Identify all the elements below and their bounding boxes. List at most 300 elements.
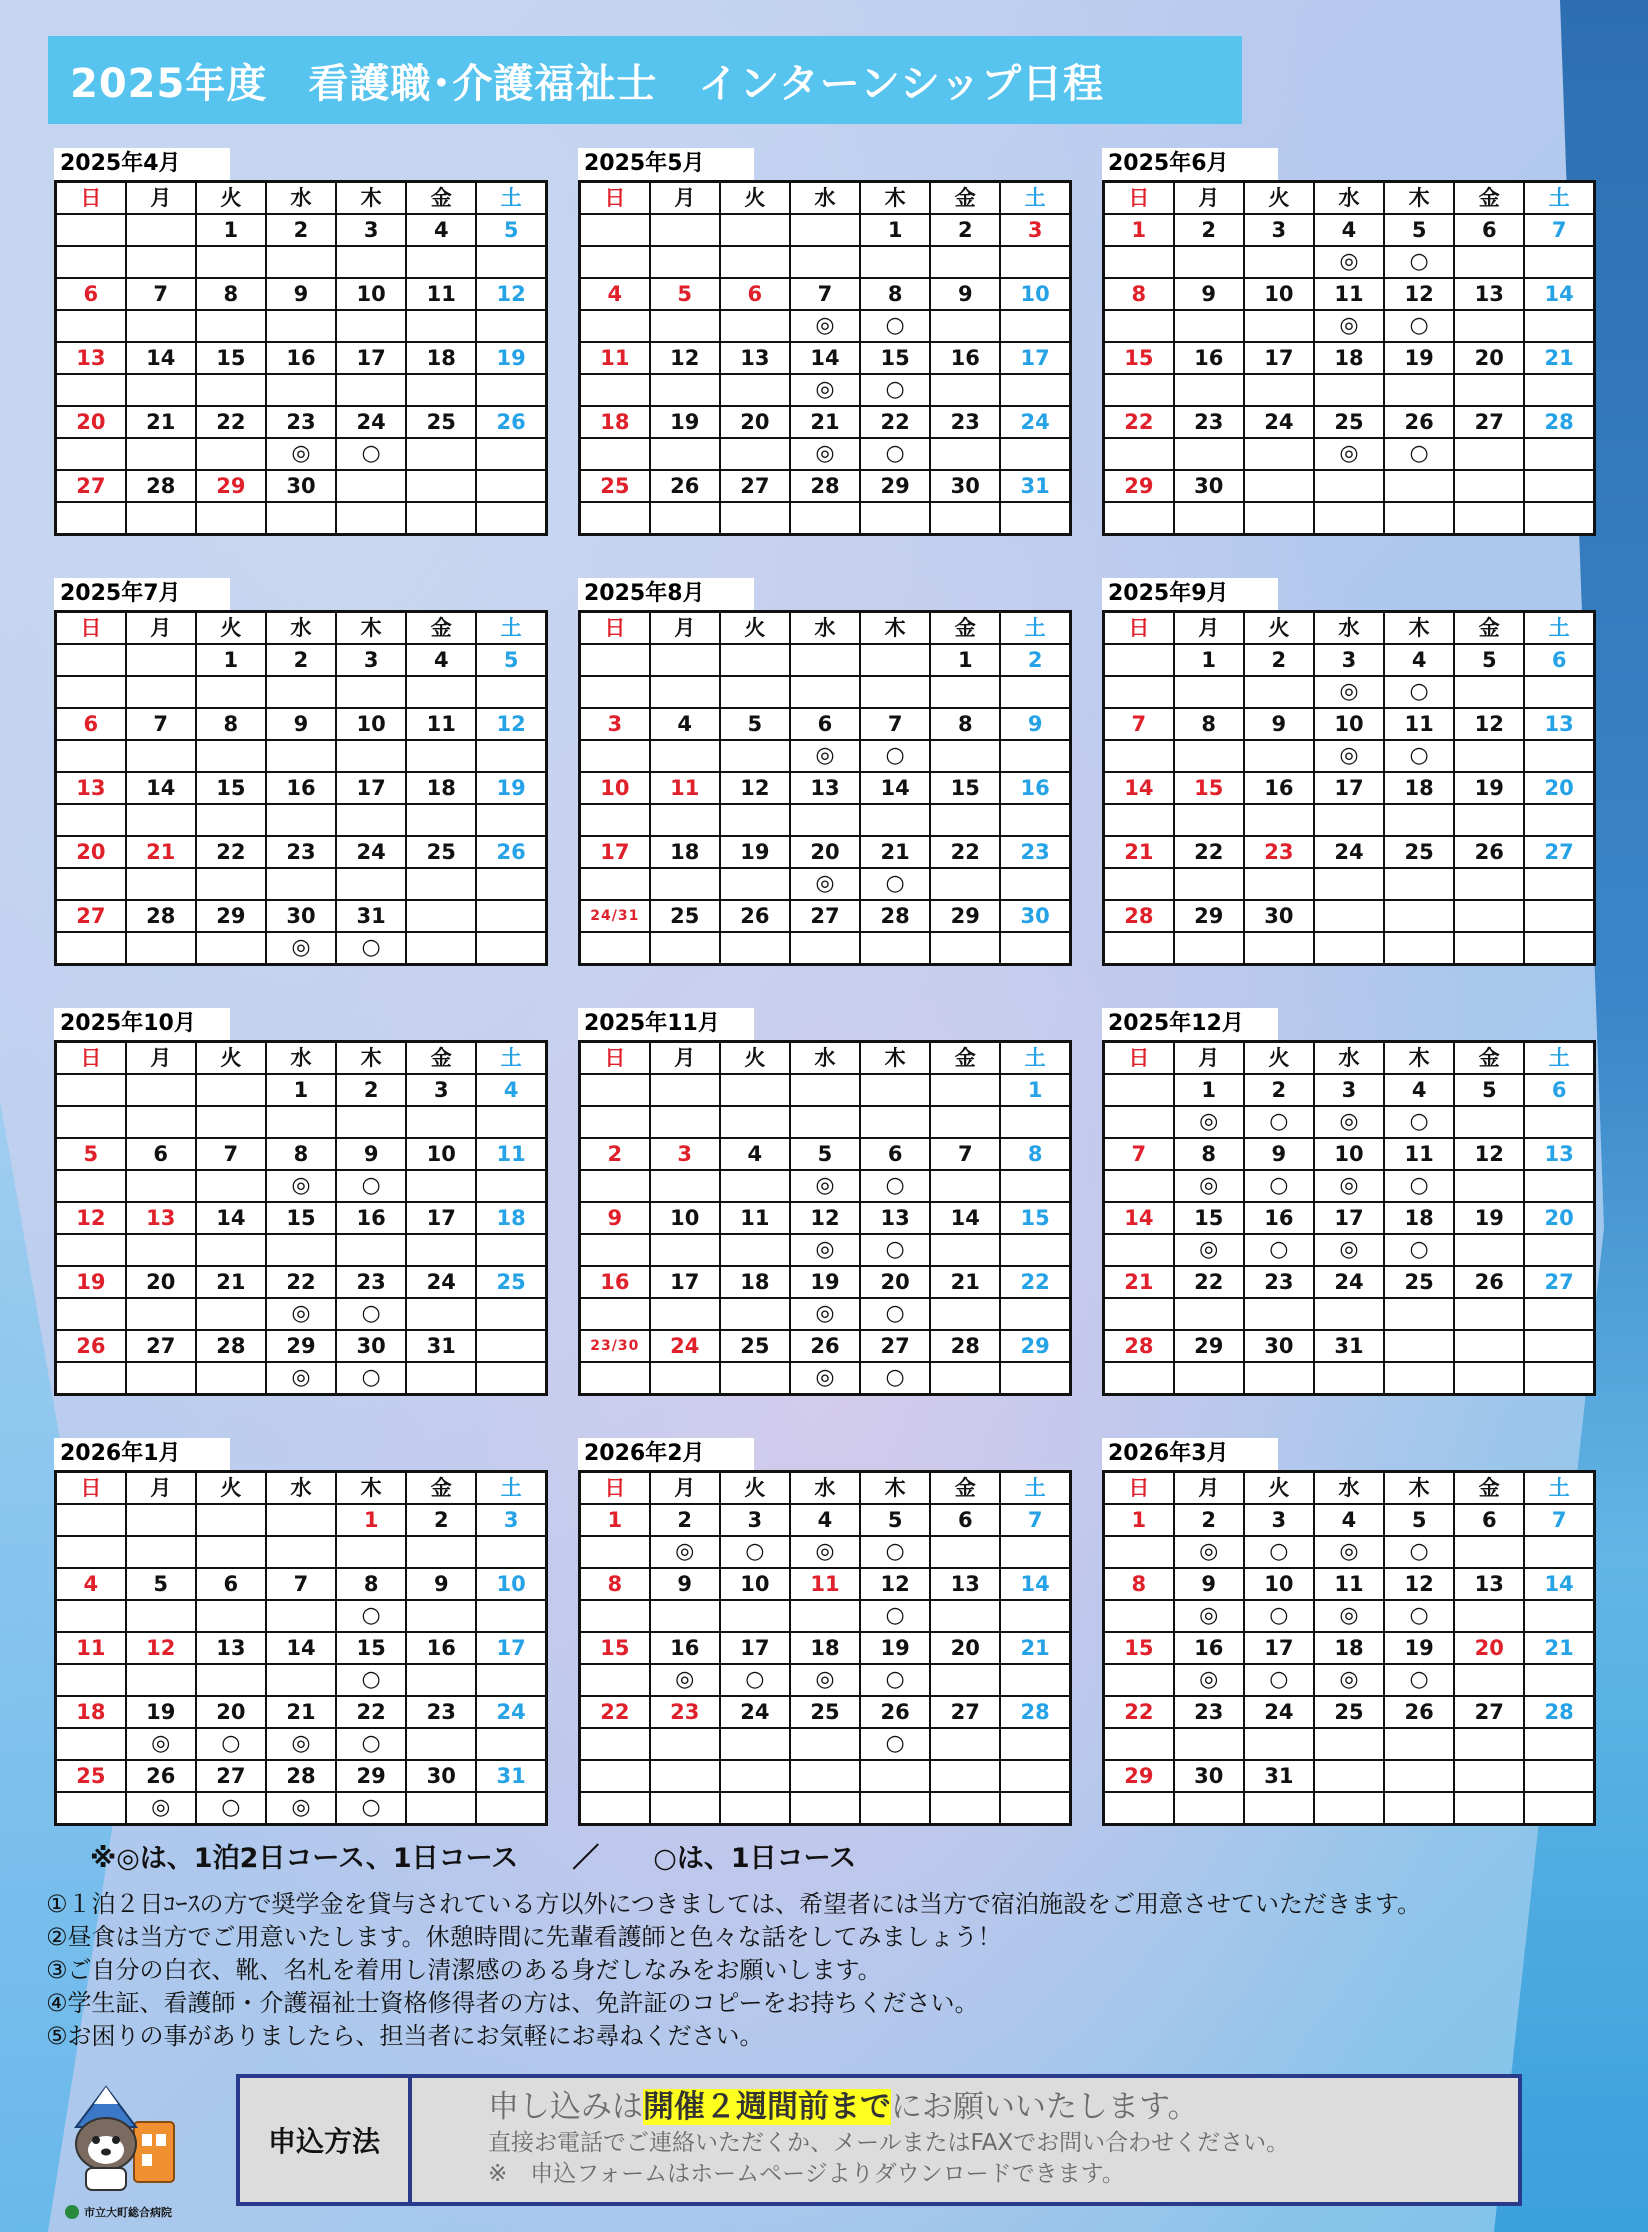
mark-row <box>580 1600 1071 1632</box>
date-cell: 9 <box>1244 708 1314 740</box>
date-cell: 13 <box>1524 708 1594 740</box>
mark-row <box>1104 1234 1595 1266</box>
mark-cell <box>406 374 476 406</box>
date-cell: 18 <box>1384 772 1454 804</box>
date-cell: 20 <box>1454 1632 1524 1664</box>
date-cell: 2 <box>580 1138 650 1170</box>
weekday-label: 火 <box>720 182 790 215</box>
date-cell: 18 <box>720 1266 790 1298</box>
mark-row <box>580 502 1071 535</box>
mark-cell <box>720 740 790 772</box>
weekday-header <box>56 182 547 215</box>
date-cell: 13 <box>790 772 860 804</box>
mark-cell <box>930 1170 1000 1202</box>
date-cell: 27 <box>126 1330 196 1362</box>
mark-cell <box>1104 1664 1174 1696</box>
mark-cell <box>406 676 476 708</box>
mark-row <box>580 1298 1071 1330</box>
calendar-table <box>1102 1470 1596 1826</box>
date-cell: 2 <box>1174 1504 1244 1536</box>
mark-row <box>56 804 547 836</box>
date-cell: 13 <box>1454 278 1524 310</box>
weekday-label: 土 <box>476 1472 546 1505</box>
note-item: ③ご自分の白衣、靴、名札を着用し清潔感のある身だしなみをお願いします。 <box>46 1956 882 1984</box>
mark-cell <box>720 1106 790 1138</box>
date-cell <box>580 644 650 676</box>
date-cell: 9 <box>336 1138 406 1170</box>
mark-cell <box>1384 932 1454 965</box>
date-cell: 28 <box>126 900 196 932</box>
date-cell: 2 <box>1244 1074 1314 1106</box>
date-cell <box>1524 1760 1594 1792</box>
mark-cell <box>56 868 126 900</box>
weekday-label: 木 <box>860 1042 930 1075</box>
date-cell <box>196 1074 266 1106</box>
mark-cell <box>476 1728 546 1760</box>
date-cell: 24/31 <box>580 900 650 932</box>
mark-cell <box>1000 804 1070 836</box>
date-row <box>56 1632 547 1664</box>
double-circle-mark: ◎ <box>126 1792 196 1825</box>
date-row <box>580 406 1071 438</box>
weekday-label: 水 <box>1314 612 1384 645</box>
date-row <box>1104 708 1595 740</box>
mark-cell <box>126 932 196 965</box>
weekday-label: 月 <box>1174 1472 1244 1505</box>
mark-cell <box>476 1536 546 1568</box>
circle-mark: ○ <box>336 1728 406 1760</box>
date-cell: 27 <box>860 1330 930 1362</box>
date-cell: 22 <box>196 406 266 438</box>
date-cell <box>126 1504 196 1536</box>
date-row <box>580 1202 1071 1234</box>
weekday-label: 火 <box>196 1472 266 1505</box>
mark-cell <box>1384 1728 1454 1760</box>
mark-cell <box>1384 374 1454 406</box>
double-circle-mark: ◎ <box>126 1728 196 1760</box>
date-cell: 18 <box>1314 342 1384 374</box>
date-cell: 13 <box>56 772 126 804</box>
date-cell <box>1384 900 1454 932</box>
date-cell: 9 <box>1174 278 1244 310</box>
mark-cell <box>126 676 196 708</box>
date-row <box>580 644 1071 676</box>
mark-cell <box>650 740 720 772</box>
date-cell: 2 <box>336 1074 406 1106</box>
mark-cell <box>196 932 266 965</box>
mark-cell <box>266 310 336 342</box>
date-cell: 16 <box>1244 1202 1314 1234</box>
weekday-label: 土 <box>1524 612 1594 645</box>
date-cell: 11 <box>1384 1138 1454 1170</box>
mark-cell <box>580 868 650 900</box>
mark-cell <box>1454 1170 1524 1202</box>
date-cell: 20 <box>860 1266 930 1298</box>
date-cell <box>790 1760 860 1792</box>
date-cell: 7 <box>860 708 930 740</box>
date-cell: 27 <box>790 900 860 932</box>
circle-mark: ○ <box>1244 1536 1314 1568</box>
weekday-label: 水 <box>1314 1472 1384 1505</box>
circle-mark: ○ <box>860 1298 930 1330</box>
mark-cell <box>1384 1362 1454 1395</box>
date-cell: 11 <box>720 1202 790 1234</box>
circle-mark: ○ <box>336 1298 406 1330</box>
mark-cell <box>1454 932 1524 965</box>
date-cell: 24 <box>1244 1696 1314 1728</box>
mark-cell <box>720 1234 790 1266</box>
mark-cell <box>720 1362 790 1395</box>
date-cell: 6 <box>196 1568 266 1600</box>
mark-cell <box>56 932 126 965</box>
mark-cell <box>1000 932 1070 965</box>
date-cell: 13 <box>930 1568 1000 1600</box>
mark-cell <box>930 868 1000 900</box>
mark-cell <box>56 740 126 772</box>
date-cell: 3 <box>580 708 650 740</box>
mark-cell <box>650 374 720 406</box>
apply-deadline: 申し込みは開催２週間前までにお願いいたします。 <box>488 2089 1199 2125</box>
mark-cell <box>1244 374 1314 406</box>
mark-cell <box>930 1298 1000 1330</box>
mark-cell <box>476 1362 546 1395</box>
date-cell: 21 <box>860 836 930 868</box>
date-cell: 12 <box>790 1202 860 1234</box>
date-row <box>1104 470 1595 502</box>
date-cell: 5 <box>1384 1504 1454 1536</box>
mark-cell <box>650 1792 720 1825</box>
date-cell: 29 <box>1104 1760 1174 1792</box>
mark-cell <box>1174 310 1244 342</box>
date-cell: 16 <box>1000 772 1070 804</box>
date-row <box>56 1074 547 1106</box>
weekday-label: 日 <box>580 1472 650 1505</box>
date-cell: 9 <box>650 1568 720 1600</box>
date-cell: 7 <box>1524 1504 1594 1536</box>
mark-cell <box>406 1600 476 1632</box>
circle-mark: ○ <box>336 1792 406 1825</box>
date-cell: 23 <box>1000 836 1070 868</box>
date-cell: 2 <box>266 214 336 246</box>
date-cell: 28 <box>930 1330 1000 1362</box>
mark-cell <box>650 1234 720 1266</box>
date-cell: 7 <box>126 708 196 740</box>
date-cell: 3 <box>1314 644 1384 676</box>
mark-cell <box>476 804 546 836</box>
mark-cell <box>860 676 930 708</box>
mark-cell <box>1314 868 1384 900</box>
mark-cell <box>406 1170 476 1202</box>
month-label: 2025年12月 <box>1102 1008 1278 1040</box>
weekday-label: 土 <box>476 182 546 215</box>
mark-row <box>580 1362 1071 1395</box>
mark-cell <box>1244 932 1314 965</box>
weekday-header <box>580 182 1071 215</box>
mark-cell <box>406 246 476 278</box>
double-circle-mark: ◎ <box>1314 740 1384 772</box>
date-cell: 22 <box>1174 836 1244 868</box>
mark-cell <box>650 1106 720 1138</box>
double-circle-mark: ◎ <box>790 740 860 772</box>
weekday-header <box>580 1042 1071 1075</box>
legend: ※◎は、1泊2日コース、1日コース ／ ○は、1日コース <box>90 1843 857 1874</box>
mark-row <box>580 374 1071 406</box>
mark-cell <box>476 374 546 406</box>
mark-cell <box>1104 1298 1174 1330</box>
date-cell: 15 <box>1104 1632 1174 1664</box>
date-cell: 8 <box>1000 1138 1070 1170</box>
mark-cell <box>56 1792 126 1825</box>
date-cell <box>476 470 546 502</box>
date-row <box>1104 1632 1595 1664</box>
weekday-label: 火 <box>196 182 266 215</box>
mark-cell <box>1314 1362 1384 1395</box>
weekday-header <box>1104 182 1595 215</box>
double-circle-mark: ◎ <box>1314 1106 1384 1138</box>
date-cell: 21 <box>266 1696 336 1728</box>
date-cell: 11 <box>406 708 476 740</box>
weekday-label: 土 <box>1524 1472 1594 1505</box>
mark-cell <box>1000 740 1070 772</box>
mark-cell <box>580 1234 650 1266</box>
date-cell: 6 <box>790 708 860 740</box>
mascot-logo <box>56 2072 206 2222</box>
mark-row <box>580 246 1071 278</box>
date-cell: 28 <box>1000 1696 1070 1728</box>
mark-cell <box>56 1728 126 1760</box>
mark-cell <box>336 804 406 836</box>
month-label: 2025年6月 <box>1102 148 1278 180</box>
date-cell <box>860 1074 930 1106</box>
date-cell: 25 <box>56 1760 126 1792</box>
date-cell: 4 <box>1384 1074 1454 1106</box>
date-cell: 18 <box>790 1632 860 1664</box>
mark-cell <box>1000 1600 1070 1632</box>
mark-row <box>580 740 1071 772</box>
mark-cell <box>1000 1170 1070 1202</box>
mark-row <box>1104 246 1595 278</box>
date-cell: 9 <box>580 1202 650 1234</box>
date-cell: 11 <box>476 1138 546 1170</box>
date-cell: 24 <box>720 1696 790 1728</box>
date-cell <box>1384 470 1454 502</box>
mark-cell <box>1104 1362 1174 1395</box>
date-cell: 20 <box>196 1696 266 1728</box>
mark-row <box>1104 374 1595 406</box>
mark-cell <box>650 438 720 470</box>
date-cell: 6 <box>1524 644 1594 676</box>
weekday-label: 土 <box>1000 612 1070 645</box>
mark-cell <box>196 804 266 836</box>
weekday-label: 火 <box>1244 182 1314 215</box>
weekday-label: 金 <box>406 1042 476 1075</box>
mark-cell <box>930 1362 1000 1395</box>
date-cell: 19 <box>720 836 790 868</box>
date-row <box>580 342 1071 374</box>
date-cell: 28 <box>1524 406 1594 438</box>
date-cell: 16 <box>266 342 336 374</box>
weekday-label: 土 <box>476 612 546 645</box>
date-cell: 13 <box>126 1202 196 1234</box>
double-circle-mark: ◎ <box>1314 1234 1384 1266</box>
double-circle-mark: ◎ <box>790 1664 860 1696</box>
date-cell: 19 <box>476 342 546 374</box>
date-row <box>580 1138 1071 1170</box>
date-cell: 14 <box>1104 772 1174 804</box>
date-cell: 30 <box>1000 900 1070 932</box>
date-row <box>56 1504 547 1536</box>
calendar-table <box>578 180 1072 536</box>
date-cell <box>930 1074 1000 1106</box>
date-cell: 26 <box>1384 1696 1454 1728</box>
date-cell <box>720 1074 790 1106</box>
weekday-label: 金 <box>1454 1042 1524 1075</box>
note-item: ⑤お困りの事がありましたら、担当者にお気軽にお尋ねください。 <box>46 2022 764 2050</box>
mark-cell <box>56 374 126 406</box>
date-cell: 4 <box>580 278 650 310</box>
date-row <box>56 772 547 804</box>
date-cell: 23 <box>336 1266 406 1298</box>
date-cell: 9 <box>1174 1568 1244 1600</box>
mark-cell <box>650 1362 720 1395</box>
date-cell: 21 <box>126 836 196 868</box>
mark-row <box>1104 1106 1595 1138</box>
date-cell: 30 <box>266 470 336 502</box>
mark-row <box>56 868 547 900</box>
mark-cell <box>580 1536 650 1568</box>
date-cell: 12 <box>126 1632 196 1664</box>
mark-cell <box>1000 502 1070 535</box>
mark-cell <box>930 438 1000 470</box>
date-cell: 28 <box>196 1330 266 1362</box>
mark-cell <box>580 502 650 535</box>
circle-mark: ○ <box>860 868 930 900</box>
date-row <box>1104 406 1595 438</box>
date-cell: 14 <box>930 1202 1000 1234</box>
date-row <box>56 1330 547 1362</box>
mark-cell <box>196 676 266 708</box>
mark-cell <box>196 740 266 772</box>
date-row <box>1104 772 1595 804</box>
calendar-table <box>1102 180 1596 536</box>
mark-cell <box>1174 374 1244 406</box>
notes <box>46 1888 1421 2053</box>
date-cell: 6 <box>56 278 126 310</box>
date-row <box>1104 1074 1595 1106</box>
date-cell <box>860 644 930 676</box>
date-cell: 5 <box>56 1138 126 1170</box>
date-cell: 10 <box>650 1202 720 1234</box>
mark-cell <box>126 804 196 836</box>
circle-mark: ○ <box>860 374 930 406</box>
mark-cell <box>1244 740 1314 772</box>
mark-cell <box>1104 438 1174 470</box>
date-cell: 26 <box>476 836 546 868</box>
date-cell: 10 <box>1244 1568 1314 1600</box>
mark-cell <box>720 932 790 965</box>
mark-cell <box>336 374 406 406</box>
date-cell: 7 <box>126 278 196 310</box>
mark-cell <box>1524 1536 1594 1568</box>
mark-row <box>56 502 547 535</box>
mascot-caption: 市立大町総合病院 <box>84 2206 172 2219</box>
date-cell: 3 <box>720 1504 790 1536</box>
date-cell: 6 <box>1524 1074 1594 1106</box>
mark-cell <box>196 246 266 278</box>
date-cell: 9 <box>930 278 1000 310</box>
weekday-header <box>1104 612 1595 645</box>
mark-cell <box>1174 246 1244 278</box>
date-cell: 23 <box>1244 1266 1314 1298</box>
date-cell: 19 <box>790 1266 860 1298</box>
date-row <box>1104 1696 1595 1728</box>
date-cell: 9 <box>266 278 336 310</box>
mark-cell <box>1524 1362 1594 1395</box>
mark-cell <box>56 676 126 708</box>
date-cell <box>1524 1330 1594 1362</box>
date-cell <box>1000 1760 1070 1792</box>
date-cell: 10 <box>1314 1138 1384 1170</box>
mark-cell <box>56 438 126 470</box>
date-cell: 29 <box>196 470 266 502</box>
mark-cell <box>650 1170 720 1202</box>
weekday-label: 月 <box>126 612 196 645</box>
date-cell: 8 <box>336 1568 406 1600</box>
circle-mark: ○ <box>860 1362 930 1395</box>
weekday-header <box>56 1472 547 1505</box>
date-row <box>56 406 547 438</box>
mark-cell <box>1454 1792 1524 1825</box>
date-cell: 9 <box>266 708 336 740</box>
apply-content <box>412 2078 1518 2202</box>
mark-cell <box>1174 740 1244 772</box>
date-row <box>1104 1330 1595 1362</box>
mark-cell <box>56 1298 126 1330</box>
mark-row <box>1104 502 1595 535</box>
mark-cell <box>930 1792 1000 1825</box>
double-circle-mark: ◎ <box>266 1728 336 1760</box>
date-cell: 28 <box>126 470 196 502</box>
date-cell: 30 <box>1244 900 1314 932</box>
date-cell: 12 <box>1384 278 1454 310</box>
date-cell: 4 <box>476 1074 546 1106</box>
mark-cell <box>720 1600 790 1632</box>
mark-cell <box>720 676 790 708</box>
circle-mark: ○ <box>1384 1170 1454 1202</box>
mark-cell <box>1314 374 1384 406</box>
date-cell: 19 <box>1384 1632 1454 1664</box>
mark-cell <box>580 1362 650 1395</box>
weekday-label: 火 <box>720 612 790 645</box>
mark-cell <box>580 1728 650 1760</box>
date-cell: 20 <box>930 1632 1000 1664</box>
mark-cell <box>930 246 1000 278</box>
mark-cell <box>126 246 196 278</box>
mark-cell <box>790 932 860 965</box>
date-cell: 22 <box>860 406 930 438</box>
double-circle-mark: ◎ <box>266 1362 336 1395</box>
weekday-header <box>1104 1472 1595 1505</box>
date-cell: 14 <box>860 772 930 804</box>
date-cell: 14 <box>1104 1202 1174 1234</box>
date-cell: 8 <box>1104 1568 1174 1600</box>
double-circle-mark: ◎ <box>790 868 860 900</box>
mark-cell <box>126 1170 196 1202</box>
mark-cell <box>1454 1362 1524 1395</box>
mark-cell <box>1314 932 1384 965</box>
mark-cell <box>196 1234 266 1266</box>
weekday-label: 日 <box>56 182 126 215</box>
